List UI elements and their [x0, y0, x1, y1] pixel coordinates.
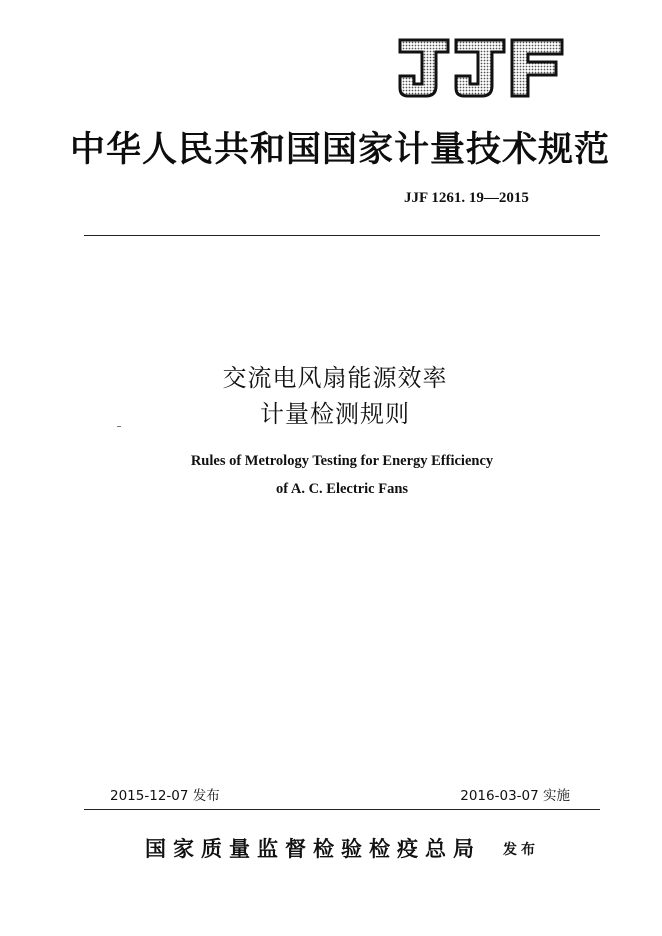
- publisher-name: 国家质量监督检验检疫总局: [145, 836, 481, 861]
- chinese-title-line-2: 计量检测规则: [260, 400, 410, 428]
- english-title-line-1: Rules of Metrology Testing for Energy Efficiency: [190, 453, 494, 469]
- logo-text: [396, 38, 566, 100]
- bottom-divider: [84, 809, 600, 810]
- english-title-line-2: of A. C. Electric Fans: [275, 481, 409, 497]
- issue-date: 2015-12-07 发布: [110, 788, 220, 804]
- chinese-title-line-1: 交流电风扇能源效率: [222, 364, 448, 392]
- top-divider: [84, 235, 600, 236]
- implementation-date: 2016-03-07 实施: [460, 788, 570, 804]
- publish-label: 发布: [503, 842, 539, 858]
- scan-mark: [117, 426, 121, 427]
- standard-number: JJF 1261. 19—2015: [404, 190, 529, 206]
- jjf-logo: [396, 38, 566, 100]
- issuing-body-title: 中华人民共和国国家计量技术规范: [70, 129, 611, 170]
